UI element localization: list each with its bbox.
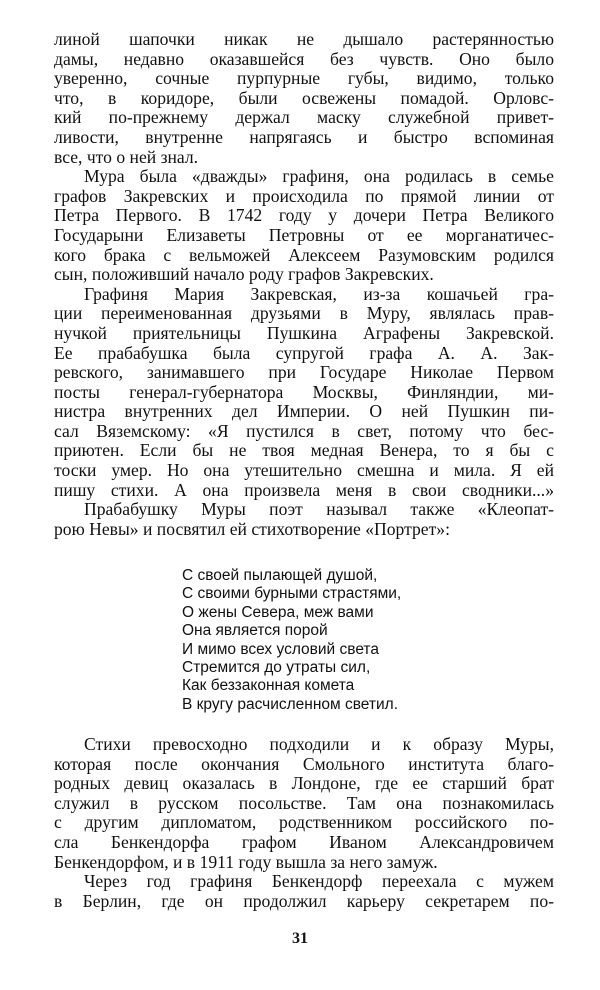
text-line: кий по-прежнему держал маску служебной привет- [54, 108, 554, 128]
text-line: что, в коридоре, были освежены помадой. Орловс- [54, 88, 554, 108]
text-line: Государыни Елизаветы Петровны от ее морганатичес- [54, 225, 554, 245]
text-line: сын, положивший начало роду графов Закревских. [54, 265, 434, 285]
poem-portrait [182, 567, 482, 714]
text-line: нучкой приятельницы Пушкина Аграфены Закревской. [54, 323, 554, 343]
poem-line: Стремится до утраты сил, [182, 658, 371, 676]
text-line: родных девиц оказалась в Лондоне, где ее старший брат [54, 774, 554, 794]
poem-line: О жены Севера, меж вами [182, 603, 374, 621]
text-line: все, что о ней знал. [54, 147, 199, 167]
text-line: пишу стихи. А она произвела меня в свои сводники...» [54, 480, 554, 500]
text-line: с другим дипломатом, родственником российского по- [54, 813, 554, 833]
text-line: ревского, занимавшего при Государе Николае Первом [54, 363, 554, 383]
text-line: служил в русском посольстве. Там она познакомилась [54, 793, 554, 813]
text-line: приютен. Если бы не твоя медная Венера, то я бы с [54, 441, 554, 461]
poem-line: С своей пылающей душой, [182, 567, 378, 584]
text-line: в Берлин, где он продолжил карьеру секретарем по- [54, 891, 554, 911]
text-line: нистра внутренних дел Империи. О ней Пушкин пи- [54, 402, 554, 422]
text-line: посты генерал-губернатора Москвы, Финляндии, ми- [54, 382, 554, 402]
text-line: Ее прабабушка была супругой графа А. А. Зак- [54, 343, 554, 363]
text-line: Через год графиня Бенкендорф переехала с мужем [84, 872, 554, 892]
text-line: Графиня Мария Закревская, из-за кошачьей гра- [84, 284, 554, 304]
body-text-bottom [54, 735, 554, 911]
text-line: уверенно, сочные пурпурные губы, видимо, только [54, 69, 554, 89]
text-line: графов Закревских и происходила по прямой линии от [54, 186, 554, 206]
body-text-top [54, 30, 554, 539]
text-line: Мура была «дважды» графиня, она родилась в семье [84, 167, 554, 187]
poem-line: И мимо всех условий света [182, 640, 379, 658]
text-line: тоски умер. Но она утешительно смешна и мила. Я ей [54, 461, 554, 481]
text-line: линой шапочки никак не дышало растерянностью [54, 30, 554, 49]
text-line: кого брака с вельможей Алексеем Разумовским родился [54, 245, 554, 265]
text-line: Прабабушку Муры поэт называл также «Клеопат- [84, 500, 554, 520]
text-line: рою Невы» и посвятил ей стихотворение «Портрет»: [54, 519, 450, 539]
text-line: сла Бенкендорфа графом Иваном Александровичем [54, 832, 554, 852]
text-line: ливости, внутренне напрягаясь и быстро вспоминая [54, 127, 554, 147]
poem-line: В кругу расчисленном светил. [182, 695, 399, 713]
poem-line: Она является порой [182, 622, 328, 640]
text-line: сал Вяземскому: «Я пустился в свет, потому что бес- [54, 421, 554, 441]
text-line: Бенкендорфом, и в 1911 году вышла за него замуж. [54, 852, 438, 872]
text-line: Стихи превосходно подходили и к образу Муры, [84, 735, 554, 754]
page-number: 31 [292, 930, 308, 947]
text-line: дамы, недавно оказавшейся без чувств. Оно было [54, 49, 554, 69]
poem-line: С своими бурными страстями, [182, 585, 402, 603]
text-line: которая после окончания Смольного института благо- [54, 754, 554, 774]
poem-line: Как беззаконная комета [182, 677, 355, 695]
text-line: ции переименованная друзьями в Муру, являлась прав- [54, 304, 554, 324]
text-line: Петра Первого. В 1742 году у дочери Петра Великого [54, 206, 554, 226]
